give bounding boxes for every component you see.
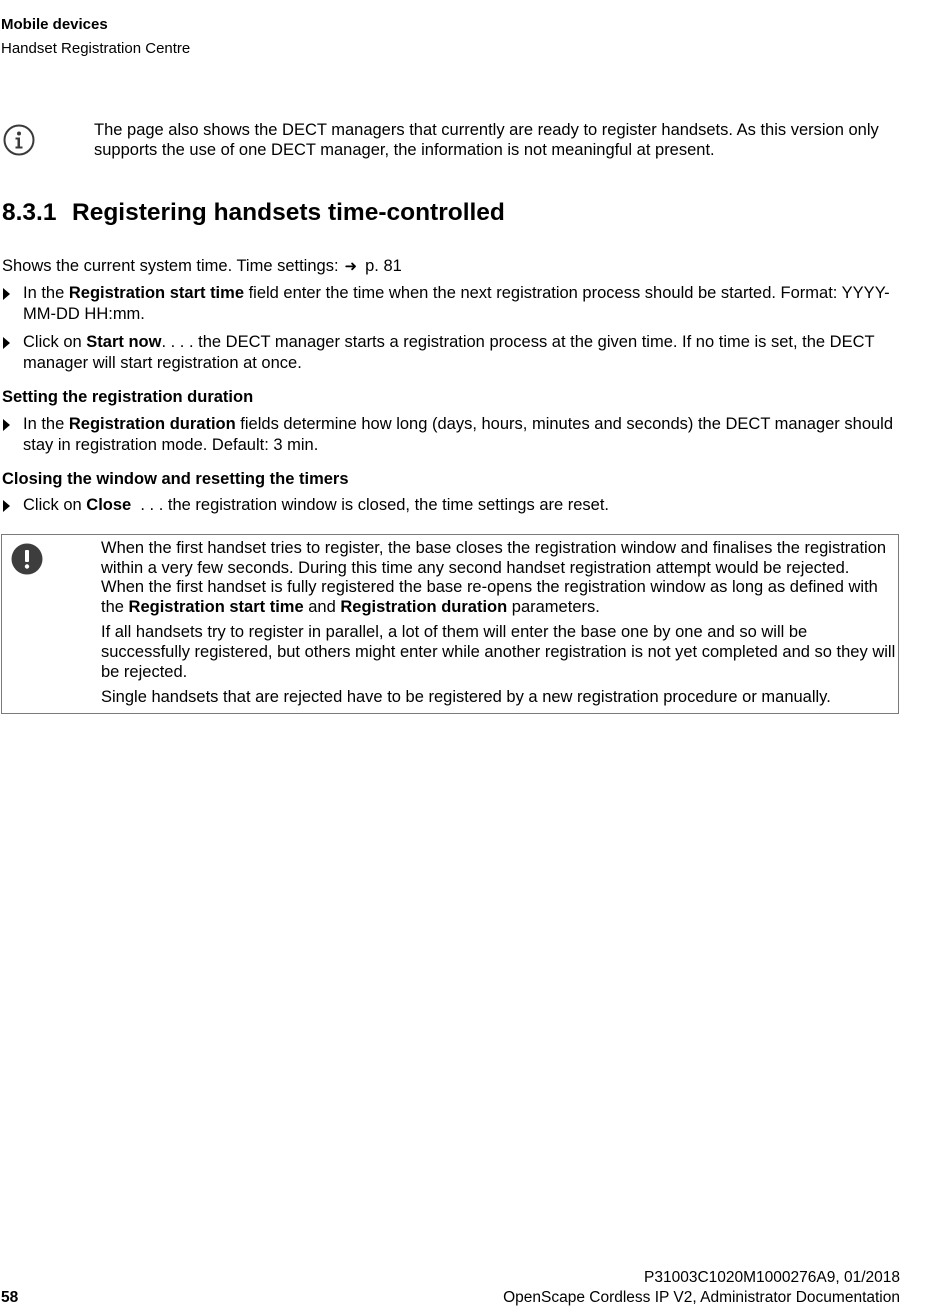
page-reference-link[interactable]: p. 81 — [365, 257, 402, 275]
footer-document-reference: P31003C1020M1000276A9, 01/2018 — [644, 1269, 900, 1286]
info-icon — [3, 124, 35, 156]
section-title: Registering handsets time-controlled — [72, 199, 505, 226]
section-number: 8.3.1 — [2, 199, 57, 226]
subheading-registration-duration: Setting the registration duration — [2, 388, 254, 406]
warning-paragraph: When the first handset tries to register, the base closes the registration window and finalises the registration within a very few seconds. During this time any second handset registration attempt would be rejected. When the first handset is fully registered the base re-opens the registration window as long as defined with the Registration start time and Registration duration parameters. — [101, 539, 887, 616]
bullet-triangle-icon — [3, 288, 10, 300]
warning-note-text — [101, 539, 897, 714]
warning-paragraph: If all handsets try to register in parallel, a lot of them will enter the base one by one and so will be successfully registered, but others might enter while another registration is not yet completed and so they will be rejected. — [101, 623, 896, 681]
step-text: In the Registration duration fields determine how long (days, hours, minutes and seconds) the DECT manager should stay in registration mode. Default: 3 min. — [23, 415, 894, 454]
step-text: Click on Close . . . the registration window is closed, the time settings are reset. — [23, 496, 610, 514]
footer-document-title: OpenScape Cordless IP V2, Administrator Documentation — [503, 1289, 900, 1306]
bullet-triangle-icon — [3, 500, 10, 512]
arrow-right-icon: ➜ — [344, 258, 358, 275]
step-registration-start-time — [2, 283, 907, 325]
step-text: Click on Start now. . . . the DECT manager starts a registration process at the given time. If no time is set, the DECT manager will start registration at once. — [23, 333, 875, 372]
step-start-now — [2, 332, 907, 374]
warning-note-box — [1, 534, 899, 714]
warning-paragraph: Single handsets that are rejected have to be registered by a new registration procedure or manually. — [101, 688, 831, 707]
subheading-closing-window: Closing the window and resetting the timers — [2, 470, 349, 488]
step-close — [2, 495, 907, 516]
running-header-section: Mobile devices — [1, 16, 108, 33]
running-header-subsection: Handset Registration Centre — [1, 40, 191, 57]
intro-text: Shows the current system time. Time settings: — [2, 257, 339, 275]
warning-icon — [11, 543, 43, 575]
page-number: 58 — [1, 1289, 19, 1306]
step-text: In the Registration start time field enter the time when the next registration process should be started. Format: YYYY-MM-DD HH:mm. — [23, 284, 890, 323]
intro-paragraph — [2, 256, 402, 277]
step-registration-duration — [2, 414, 907, 456]
section-heading — [2, 199, 505, 227]
bullet-triangle-icon — [3, 419, 10, 431]
info-note-text: The page also shows the DECT managers that currently are ready to register handsets. As this version only supports the use of one DECT manager, the information is not meaningful at present. — [94, 121, 879, 159]
bullet-triangle-icon — [3, 337, 10, 349]
